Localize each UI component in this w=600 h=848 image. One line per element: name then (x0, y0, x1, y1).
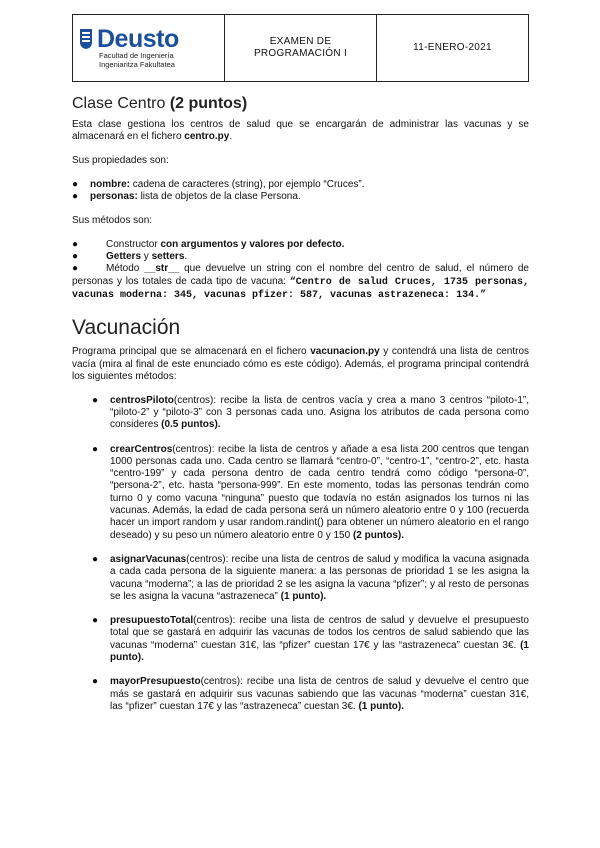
methods-list (72, 239, 529, 302)
list-item: ● nombre: cadena de caracteres (string), por ejemplo “Cruces”. (72, 178, 365, 190)
bullet-icon: ● (72, 191, 79, 203)
exam-date: 11-ENERO-2021 (413, 41, 492, 53)
list-item: ● presupuestoTotal(centros): recibe una lista de centros de salud y devuelve el presupuesto total que se gastará en adquirir las vacunas de todos los centros de salud sabiendo que las vacunas “moderna” cuestan 31€, las “pfizer” cuestan 17€ y las “astrazeneca” cuestan 3€. (1 punto). (72, 615, 529, 664)
deusto-shield-icon (79, 28, 93, 50)
logo-subtitle-1: Facultad de Ingeniería (99, 50, 174, 60)
bullet-icon: ● (72, 178, 79, 190)
exam-header (72, 14, 529, 82)
bullet-icon: ● (92, 676, 99, 688)
deusto-logo (79, 24, 179, 70)
list-item: ● crearCentros(centros): recibe la lista de centros y añade a esa lista 200 centros que tengan 1000 personas cada uno. Cada centro se llamará “centro-0”, “centro-1”, “centro-2”, etc. hasta “centro-199” y cada persona dentro de cada centro tendrá como código “persona-0”, “persona-2”, etc. hasta “persona-999”. En este momento, todas las personas tendrán como turno 0 y como vacuna “ninguna” puesto que todavía no están asignados los turnos ni las vacunas. Además, la edad de cada persona será un número aleatorio entre 0 y 100 (recuerda hacer un import random y usar random.randint() para obtener un número aleatorio en el rango deseado) y su peso un número aleatorio entre 0 y 150 (2 puntos). (72, 444, 529, 542)
exam-title-line2: PROGRAMACIÓN I (253, 48, 348, 59)
file-name: centro.py (184, 131, 230, 143)
document-body (72, 92, 529, 725)
list-item: ● Constructor con argumentos y valores por defecto. (72, 238, 345, 250)
list-item: ● Método __str__ que devuelve un string con el nombre del centro de salud, el número de personas y los totales de cada tipo de vacuna: “Centro de salud Cruces, 1735 personas, vacunas moderna: 345, vacunas pfizer: 587, vacunas astrazeneca: 134.” (72, 263, 529, 301)
section-points: (2 puntos) (169, 95, 248, 112)
vacunacion-intro: Programa principal que se almacenará en el fichero vacunacion.py y contendrá una lista de centros vacía (mira al final de este enunciado cómo es este código). Además, el programa principal contendrá los siguientes métodos: (72, 346, 530, 382)
bullet-icon: ● (92, 394, 99, 406)
bullet-icon: ● (72, 263, 79, 275)
section-title-centro: Clase Centro (2 puntos) (72, 95, 248, 112)
list-item: ● Getters y setters. (72, 251, 188, 263)
section-title-vacunacion: Vacunación (72, 316, 181, 340)
code-example: “Centro de salud Cruces, 1735 personas, vacunas moderna: 345, vacunas pfizer: 587, vacunas astrazeneca: 134.” (72, 276, 529, 301)
logo-wordmark: Deusto (97, 24, 179, 53)
logo-subtitle-2: Ingeniaritza Fakultatea (99, 60, 175, 69)
list-item: ● mayorPresupuesto(centros): recibe una lista de centros de salud y devuelve el centro que más se gastará en adquirir sus vacunas sabiendo que las vacunas “moderna” cuestan 31€, las “pfizer” cuestan 17€ y las “astrazeneca” cuestan 3€. (1 punto). (72, 676, 529, 713)
list-item: ● asignarVacunas(centros): recibe una lista de centros de salud y modifica la vacuna asignada a cada cada persona de la siguiente manera: a las personas de prioridad 1 se les asigna la vacuna “moderna”; a las de prioridad 2 se les asigna la vacuna “pfizer”; y al resto de personas se les asigna la vacuna “astrazeneca” (1 punto). (72, 554, 529, 603)
file-name: vacunacion.py (310, 346, 380, 358)
list-item: ● centrosPiloto(centros): recibe la lista de centros vacía y crea a mano 3 centros “piloto-1”, “piloto-2” y “piloto-3” con 3 personas cada uno. Asigna los atributos de cada persona como consideres (0.5 puntos). (72, 395, 529, 432)
logo-cell (73, 15, 225, 81)
list-item: ● personas: lista de objetos de la clase Persona. (72, 191, 301, 203)
exam-title-line1: EXAMEN DE (269, 36, 332, 47)
exam-title-cell (225, 15, 377, 81)
bullet-icon: ● (92, 553, 99, 565)
props-list (72, 179, 529, 204)
methods-heading: Sus métodos son: (72, 214, 153, 226)
bullet-icon: ● (72, 238, 79, 250)
bullet-icon: ● (92, 615, 99, 627)
bullet-icon: ● (72, 251, 79, 263)
vacunacion-methods-list (72, 395, 529, 714)
centro-intro: Esta clase gestiona los centros de salud que se encargarán de administrar las vacunas y se almacenará en el fichero centro.py. (72, 119, 529, 143)
props-heading: Sus propiedades son: (72, 155, 169, 167)
bullet-icon: ● (92, 443, 99, 455)
